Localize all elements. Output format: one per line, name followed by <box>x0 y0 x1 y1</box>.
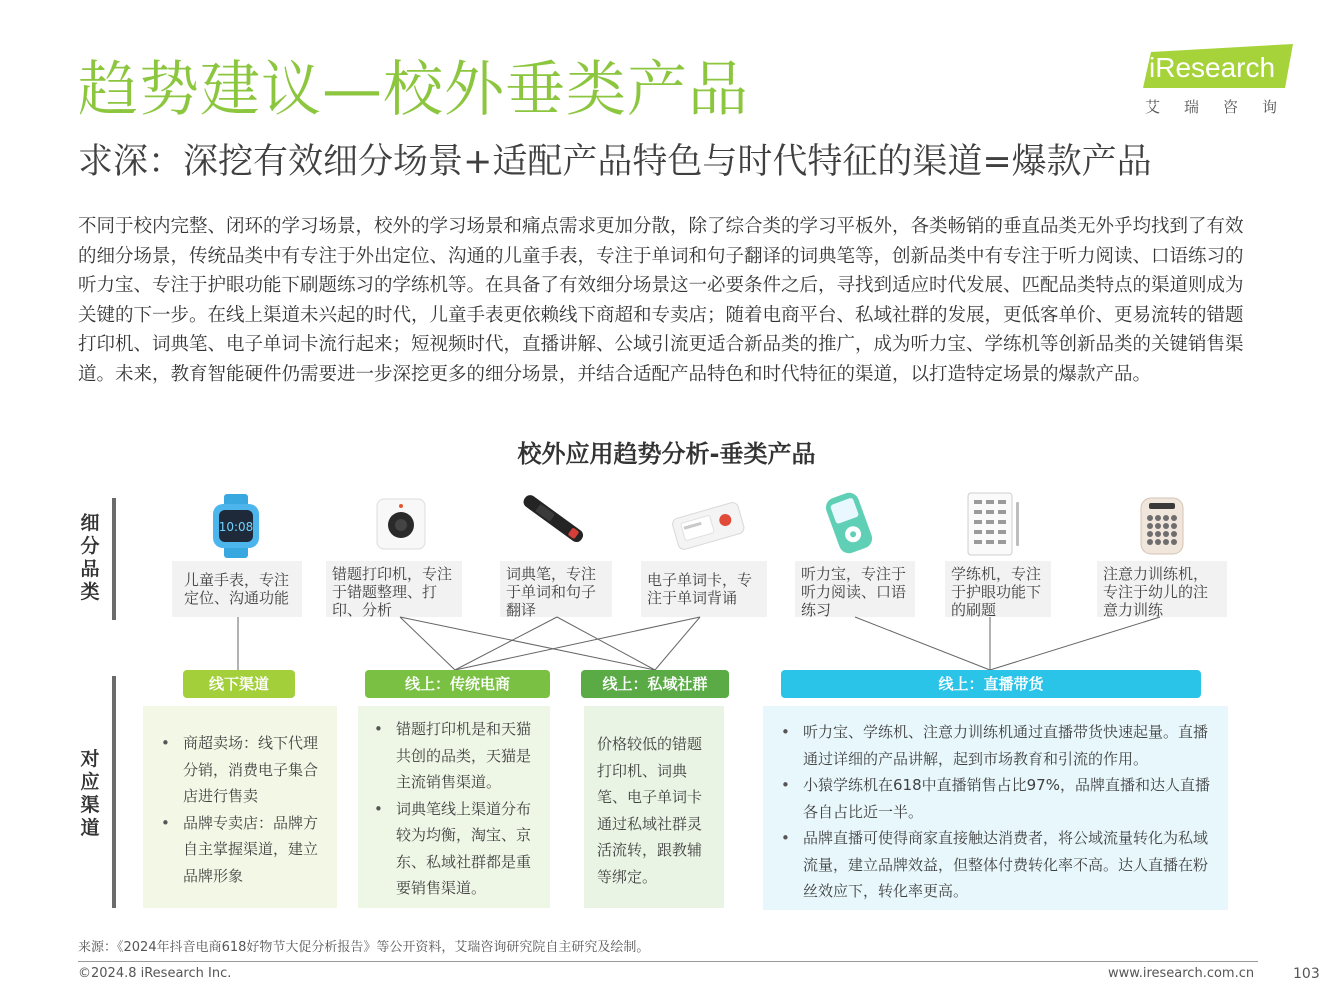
category-word-card: 电子单词卡，专注于单词背诵 <box>641 561 767 617</box>
footer-divider <box>78 961 1258 962</box>
logo-text: iResearch <box>1149 52 1276 83</box>
chart-title: 校外应用趋势分析-垂类产品 <box>517 440 816 468</box>
detail-item: • 品牌专卖店：品牌方自主掌握渠道，建立品牌形象 <box>183 810 327 890</box>
connector-line <box>455 617 700 670</box>
category-kids-watch: 儿童手表，专注定位、沟通功能 <box>172 561 302 617</box>
intro-paragraph: 不同于校内完整、闭环的学习场景，校外的学习场景和痛点需求更加分散，除了综合类的学习平板外，各类畅销的垂直品类无外乎均找到了有效的细分场景，传统品类中有专注于外出定位、沟通的儿童手表，专注于单词和句子翻译的词典笔等，创新品类中有专注于听力阅读、口语练习的听力宝、专注于护眼功能下刷题练习的学练机等。在具备了有效细分场景这一必要条件之后，寻找到适应时代发展、匹配品类特点的渠道则成为关键的下一步。在线上渠道未兴起的时代，儿童手表更依赖线下商超和专卖店；随着电商平台、私域社群的发展，更低客单价、更易流转的错题打印机、词典笔、电子单词卡流行起来；短视频时代，直播讲解、公域引流更适合新品类的推广，成为听力宝、学练机等创新品类的关键销售渠道。未来，教育智能硬件仍需要进一步深挖更多的细分场景，并结合适配产品特色和时代特征的渠道，以打造特定场景的爆款产品。 <box>78 216 1244 385</box>
detail-ecommerce <box>358 706 550 908</box>
page-title: 趋势建议—校外垂类产品 <box>78 55 749 125</box>
category-study-tablet: 学练机，专注于护眼功能下的刷题 <box>945 561 1051 617</box>
detail-item: • 错题打印机是和天猫共创的品类，天猫是主流销售渠道。 <box>396 716 540 796</box>
row-label-categories: 细分品类 <box>80 512 100 603</box>
detail-item: • 听力宝、学练机、注意力训练机通过直播带货快速起量。直播通过详细的产品讲解，起到市场教育和引流的作用。 <box>803 719 1216 772</box>
category-listening-device: 听力宝，专注于听力阅读、口语练习 <box>795 561 915 617</box>
detail-private-community: 价格较低的错题打印机、词典笔、电子单词卡通过私域社群灵活流转，跟教辅等绑定。 <box>584 706 724 908</box>
connector-line <box>557 617 655 670</box>
source-note: 来源：《2024年抖音电商618好物节大促分析报告》等公开资料，艾瑞咨询研究院自主研究及绘制。 <box>78 940 650 955</box>
page-subtitle: 求深：深挖有效细分场景+适配产品特色与时代特征的渠道=爆款产品 <box>78 142 1152 182</box>
connector-line <box>400 617 455 670</box>
connector-line <box>400 617 655 670</box>
detail-item: • 词典笔线上渠道分布较为均衡，淘宝、京东、私域社群都是重要销售渠道。 <box>396 796 540 902</box>
connector-line <box>855 617 990 670</box>
website-link[interactable]: www.iresearch.com.cn <box>1108 966 1255 981</box>
detail-offline <box>143 706 337 908</box>
svg-text:10:08: 10:08 <box>218 520 254 534</box>
page-number: 103 <box>1293 966 1320 982</box>
category-dictionary-pen: 词典笔，专注于单词和句子翻译 <box>500 561 612 617</box>
category-attention-trainer: 注意力训练机，专注于幼儿的注意力训练 <box>1097 561 1227 617</box>
channel-offline: 线下渠道 <box>183 670 295 698</box>
channel-ecommerce: 线上：传统电商 <box>365 670 550 698</box>
logo-subtitle: 艾瑞咨询 <box>1145 98 1302 116</box>
detail-item: • 商超卖场：线下代理分销，消费电子集合店进行售卖 <box>183 730 327 810</box>
channel-private-community: 线上：私域社群 <box>581 670 729 698</box>
detail-item: • 小猿学练机在618中直播销售占比97%，品牌直播和达人直播各自占比近一半。 <box>803 772 1216 825</box>
copyright: ©2024.8 iResearch Inc. <box>78 966 232 981</box>
connector-line <box>990 617 1160 670</box>
category-error-printer: 错题打印机，专注于错题整理、打印、分析 <box>326 561 462 617</box>
detail-live-streaming <box>763 706 1228 910</box>
row-label-channels: 对应渠道 <box>80 748 100 839</box>
detail-item: • 品牌直播可使得商家直接触达消费者，将公域流量转化为私域流量，建立品牌效益，但整体付费转化率不高。达人直播在粉丝效应下，转化率更高。 <box>803 825 1216 905</box>
channel-live-streaming: 线上：直播带货 <box>781 670 1201 698</box>
connector-line <box>455 617 557 670</box>
